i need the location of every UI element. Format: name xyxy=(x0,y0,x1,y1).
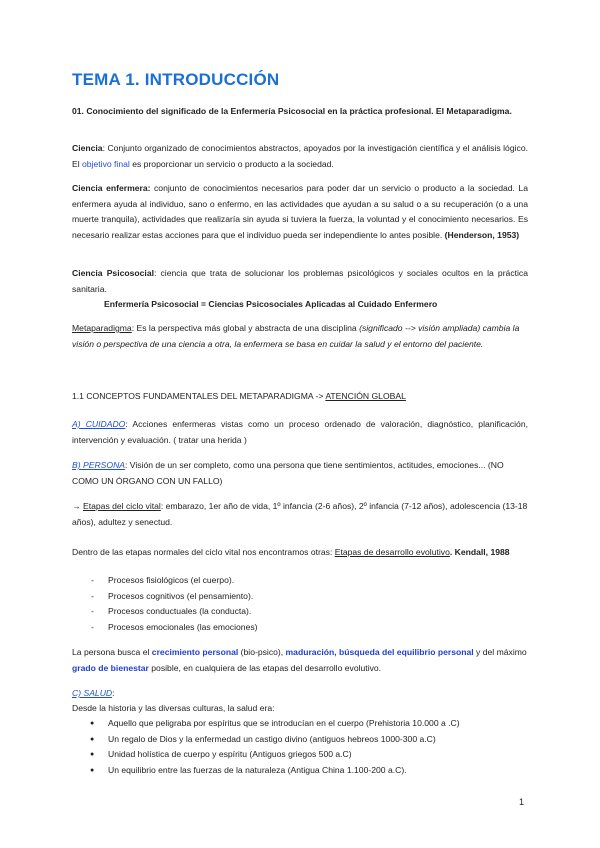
desarrollo-text: Dentro de las etapas normales del ciclo vital nos encontramos otras: xyxy=(72,547,335,557)
cuidado-text: : Acciones enfermeras vistas como un proceso ordenado de valoración, diagnóstico, planificación, intervención y evaluación. ( tratar una herida ) xyxy=(72,419,528,445)
crecimiento-h3: grado de bienestar xyxy=(72,662,149,673)
citation-henderson: (Henderson, 1953) xyxy=(444,229,520,240)
ciencia-highlight: objetivo final xyxy=(82,158,130,169)
list-item: ● Aquello que peligraba por espíritus que se introducían en el cuerpo (Prehistoria 10.000 a .C) xyxy=(72,716,528,732)
paragraph-desarrollo xyxy=(72,545,528,561)
procesos-list xyxy=(72,573,528,635)
metaparadigma-italic: (significado --> visión ampliada) cambia la visión o perspectiva de una ciencia a otra, la enfermera se basa en cuidar la salud y el entorno del paciente. xyxy=(72,323,520,349)
ciencia-text2: es proporcionar un servicio o producto a la sociedad. xyxy=(129,158,334,169)
salud-heading xyxy=(72,686,528,702)
crecimiento-t3: y del máximo xyxy=(473,647,527,657)
page-number: 1 xyxy=(518,797,524,807)
section-1-1-underlined: ATENCIÓN GLOBAL xyxy=(325,391,406,401)
desarrollo-underlined: Etapas de desarrollo evolutivo xyxy=(334,547,450,557)
paragraph-etapas xyxy=(72,499,528,530)
ciencia-psicosocial-text: : ciencia que trata de solucionar los problemas psicológicos y sociales ocultos en la práctica sanitaria. xyxy=(72,268,529,294)
persona-text: : Visión de un ser completo, como una persona que tiene sentimientos, actitudes, emociones... (NO COMO UN ÓRGANO CON UN FALLO) xyxy=(72,460,504,486)
salud-list xyxy=(72,716,528,778)
term-ciencia-enfermera: Ciencia enfermera: xyxy=(72,183,151,193)
list-item: - Procesos conductuales (la conducta). xyxy=(72,604,528,620)
paragraph-persona xyxy=(72,458,528,489)
page-title: TEMA 1. INTRODUCCIÓN xyxy=(72,70,280,89)
list-item: - Procesos cognitivos (el pensamiento). xyxy=(72,589,528,605)
paragraph-ciencia-enfermera xyxy=(72,181,528,243)
list-item: ● Un equilibrio entre las fuerzas de la naturaleza (Antigua China 1.100-200 a.C). xyxy=(72,763,528,779)
list-item: ● Unidad holística de cuerpo y espíritu (Antiguos griegos 500 a.C) xyxy=(72,747,528,763)
salud-intro: Desde la historia y las diversas culturas, la salud era: xyxy=(72,703,275,713)
formula-line: Enfermería Psicosocial = Ciencias Psicosociales Aplicadas al Cuidado Enfermero xyxy=(104,299,438,309)
list-item: ● Un regalo de Dios y la enfermedad un castigo divino (antiguos hebreos 1000-300 a.C) xyxy=(72,732,528,748)
ciencia-text1: : Conjunto organizado de conocimientos abstractos, apoyados por la investigación científica y el análisis lógico. El xyxy=(72,143,528,169)
paragraph-ciencia xyxy=(72,141,528,172)
list-item: - Procesos fisiológicos (el cuerpo). xyxy=(72,573,528,589)
persona-label: B) PERSONA xyxy=(72,460,126,470)
crecimiento-t2: (bio-psico), xyxy=(238,647,286,657)
section-1-1-text: 1.1 CONCEPTOS FUNDAMENTALES DEL METAPARADIGMA -> xyxy=(72,391,326,401)
section-heading-1-1 xyxy=(72,389,528,405)
etapas-label: Etapas del ciclo vital xyxy=(82,501,161,511)
paragraph-metaparadigma xyxy=(72,321,528,352)
crecimiento-t1: La persona busca el xyxy=(72,647,152,657)
etapas-text: : embarazo, 1er año de vida, 1º infancia (2-6 años), 2º infancia (7-12 años), adolescencia (13-18 años), adultez y senectud. xyxy=(72,501,528,527)
crecimiento-h1: crecimiento personal xyxy=(151,647,239,657)
term-ciencia-psicosocial: Ciencia Psicosocial xyxy=(72,268,154,278)
paragraph-crecimiento xyxy=(72,645,528,676)
paragraph-ciencia-psicosocial xyxy=(72,266,528,297)
subtitle-text: 01. Conocimiento del significado de la Enfermería Psicosocial en la práctica profesional. El Metaparadigma. xyxy=(72,106,512,116)
metaparadigma-text: : Es la perspectiva más global y abstracta de una disciplina xyxy=(131,323,360,333)
list-item: - Procesos emocionales (las emociones) xyxy=(72,620,528,636)
crecimiento-t4: posible, en cualquiera de las etapas del desarrollo evolutivo. xyxy=(148,662,382,673)
ciencia-enfermera-text: conjunto de conocimientos necesarios para poder dar un servicio o producto a la sociedad. La enfermera ayuda al individuo, sano o enfermo, en las actividades que ayudan a su salud o a su recuperación (o a una muerte tranquila), actividades que realizaría sin ayuda si tuviera la fuerza, la voluntad y el conocimiento necesarios. Es necesario realizar estas acciones para que el individuo pueda ser independiente lo antes posible. xyxy=(72,183,528,240)
paragraph-cuidado xyxy=(72,417,528,448)
cuidado-label: A) CUIDADO xyxy=(72,419,126,429)
term-ciencia: Ciencia xyxy=(72,143,103,153)
etapas-arrow: → xyxy=(72,501,83,511)
term-metaparadigma: Metaparadigma xyxy=(72,323,132,333)
salud-label: C) SALUD xyxy=(72,688,113,698)
citation-kendall: . Kendall, 1988 xyxy=(449,547,510,557)
salud-colon: : xyxy=(112,688,115,698)
subtitle xyxy=(72,104,528,120)
crecimiento-h2: maduración, búsqueda del equilibrio personal xyxy=(285,647,474,657)
